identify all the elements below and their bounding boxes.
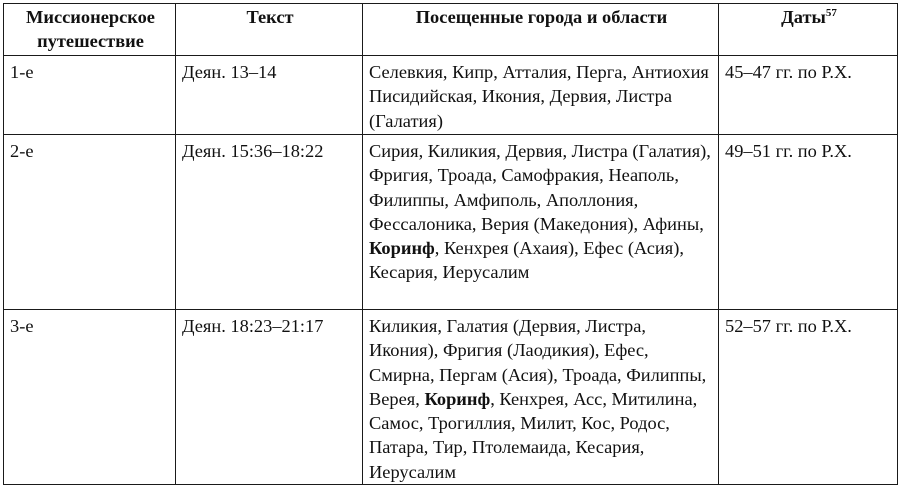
header-places: Посещенные города и области (363, 4, 719, 56)
header-row (4, 4, 898, 56)
table-row (4, 310, 898, 485)
place-list-segment: Сирия, Киликия, Дервия, Листра (Галатия), Фригия, Троада, Самофракия, Неаполь, Филиппы, Амфиполь, Аполлония, Фессалоника, Верия (Македония), Афины, (369, 141, 711, 234)
place-list-segment: Селевкия, Кипр, Атталия, Перга, Антиохия Писидийская, Икония, Дервия, Листра (Галатия) (369, 62, 709, 131)
header-journey: Миссионерское путешествие (4, 4, 176, 56)
place-list-segment: , Кенхрея (Ахаия), Ефес (Асия), Кесария, Иерусалим (369, 238, 684, 283)
place-highlighted: Коринф (369, 238, 435, 259)
scripture-reference: Деян. 13–14 (176, 56, 363, 135)
visited-places (363, 56, 719, 135)
table-row (4, 135, 898, 310)
header-dates-label: Даты (781, 7, 826, 27)
visited-places (363, 310, 719, 485)
scripture-reference: Деян. 18:23–21:17 (176, 310, 363, 485)
journey-dates: 52–57 гг. по Р.Х. (719, 310, 898, 485)
missionary-journeys-table (3, 3, 898, 485)
journey-number: 3-е (4, 310, 176, 485)
journey-number: 2-е (4, 135, 176, 310)
journey-dates: 49–51 гг. по Р.Х. (719, 135, 898, 310)
place-list-segment: , Кенхрея, Асс, Митилина, Самос, Трогиллия, Милит, Кос, Родос, Патара, Тир, Птолемаида, Кесария, Иерусалим (369, 388, 698, 482)
header-dates (719, 4, 898, 56)
header-text: Текст (176, 4, 363, 56)
place-list-segment: Киликия, Галатия (Дервия, Листра, Икония), Фригия (Лаодикия), Ефес, Смирна, Пергам (Асия), Троада, Филиппы, Верея, (369, 316, 707, 409)
table-row (4, 56, 898, 135)
footnote-marker: 57 (825, 6, 837, 19)
journey-dates: 45–47 гг. по Р.Х. (719, 56, 898, 135)
scripture-reference: Деян. 15:36–18:22 (176, 135, 363, 310)
place-highlighted: Коринф (424, 388, 491, 409)
visited-places (363, 135, 719, 310)
journey-number: 1-е (4, 56, 176, 135)
